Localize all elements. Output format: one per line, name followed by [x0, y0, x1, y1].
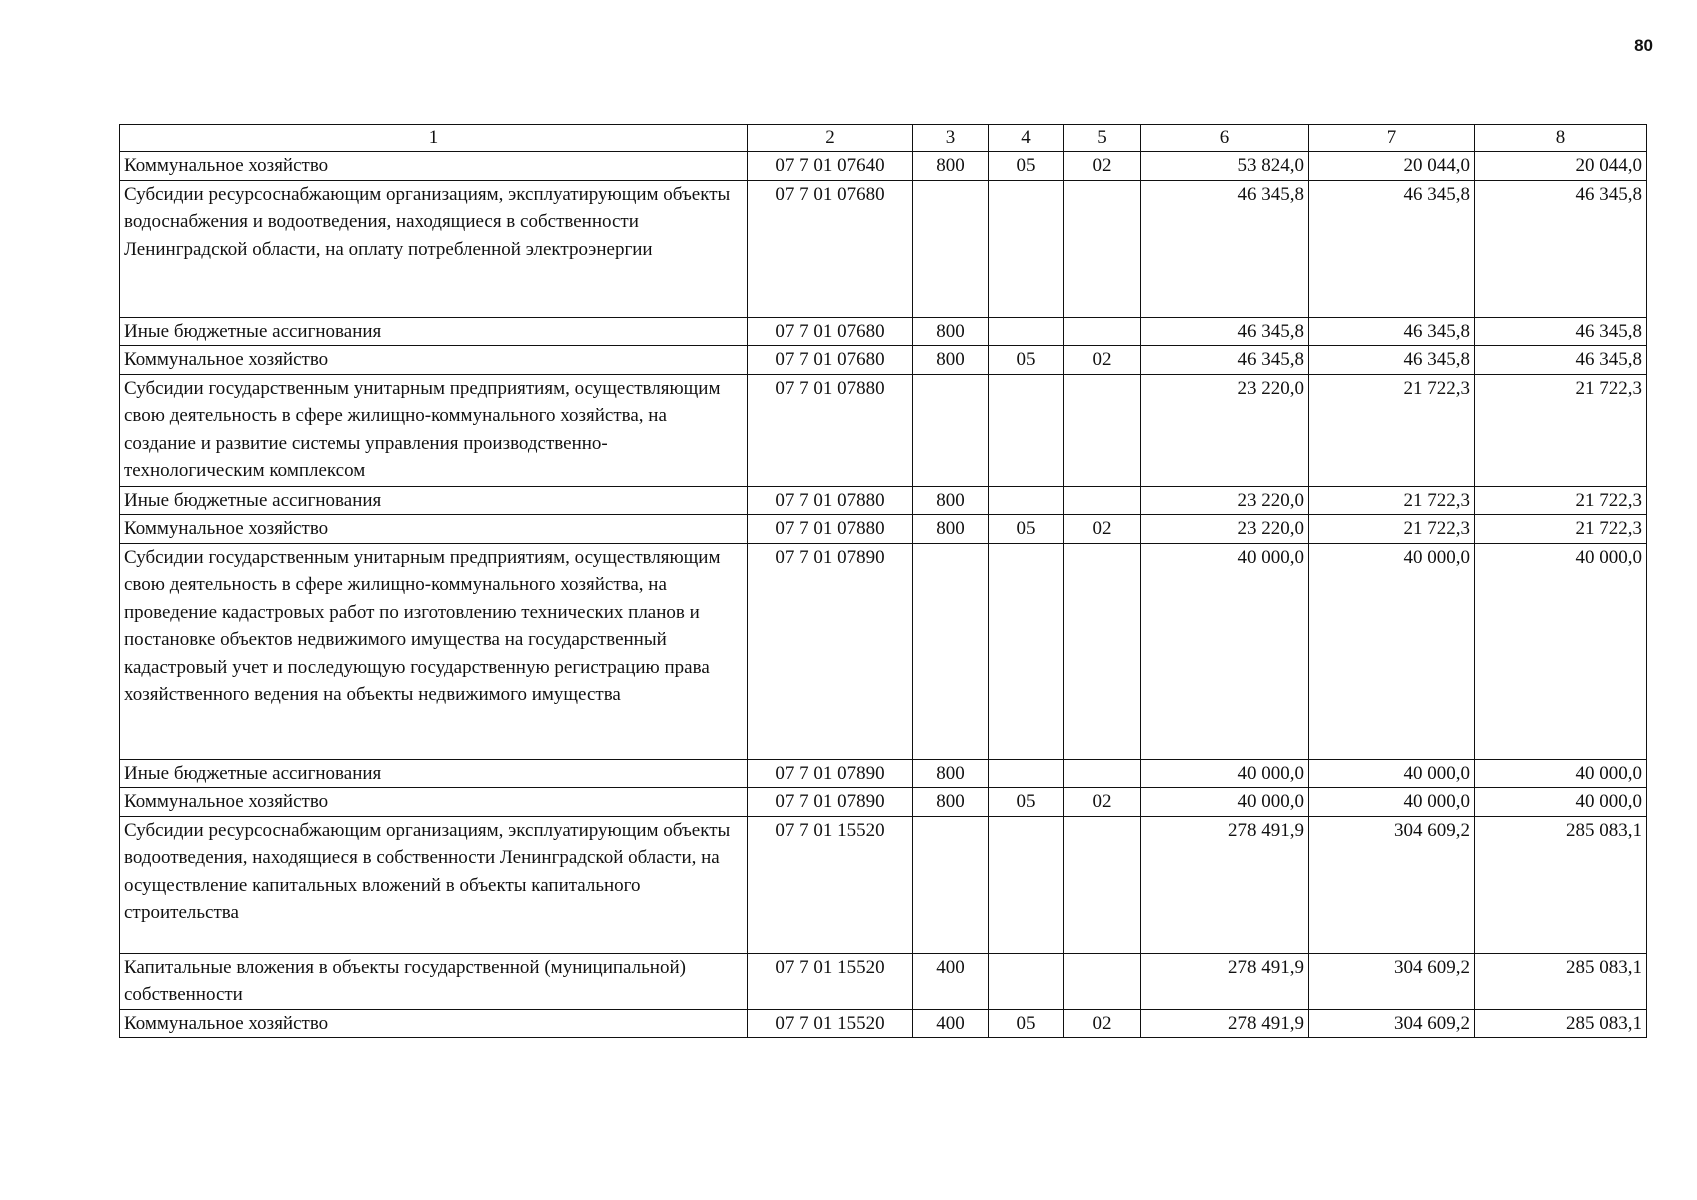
row-col5 [1064, 317, 1141, 346]
row-col3 [913, 180, 989, 317]
column-header-2: 2 [748, 125, 913, 152]
column-header-7: 7 [1309, 125, 1475, 152]
row-code: 07 7 01 07680 [748, 180, 913, 317]
row-col4 [989, 317, 1064, 346]
row-name: Субсидии ресурсоснабжающим организациям, эксплуатирующим объекты водоснабжения и водоотведения, находящиеся в собственности Ленинградской области, на оплату потребленной электроэнергии [120, 180, 748, 317]
row-code: 07 7 01 15520 [748, 1009, 913, 1038]
row-col3: 800 [913, 317, 989, 346]
row-col5 [1064, 816, 1141, 953]
row-name: Коммунальное хозяйство [120, 346, 748, 375]
row-value-7: 304 609,2 [1309, 953, 1475, 1009]
column-header-8: 8 [1475, 125, 1647, 152]
row-value-6: 53 824,0 [1141, 152, 1309, 181]
row-value-6: 40 000,0 [1141, 759, 1309, 788]
row-col5 [1064, 374, 1141, 486]
row-value-7: 40 000,0 [1309, 759, 1475, 788]
row-value-8: 21 722,3 [1475, 515, 1647, 544]
row-col3 [913, 816, 989, 953]
row-col4: 05 [989, 515, 1064, 544]
row-value-6: 46 345,8 [1141, 346, 1309, 375]
page-number: 80 [1634, 36, 1653, 55]
row-value-8: 40 000,0 [1475, 543, 1647, 759]
row-name: Коммунальное хозяйство [120, 1009, 748, 1038]
row-col3: 400 [913, 953, 989, 1009]
row-col5: 02 [1064, 788, 1141, 817]
row-name: Иные бюджетные ассигнования [120, 486, 748, 515]
row-code: 07 7 01 07880 [748, 515, 913, 544]
row-value-8: 40 000,0 [1475, 788, 1647, 817]
row-col3 [913, 374, 989, 486]
row-value-8: 285 083,1 [1475, 953, 1647, 1009]
row-value-7: 21 722,3 [1309, 486, 1475, 515]
row-value-8: 20 044,0 [1475, 152, 1647, 181]
table-row [120, 543, 1647, 759]
row-col3 [913, 543, 989, 759]
row-code: 07 7 01 07890 [748, 543, 913, 759]
row-col4 [989, 543, 1064, 759]
row-col4 [989, 759, 1064, 788]
row-name: Субсидии государственным унитарным предприятиям, осуществляющим свою деятельность в сфере жилищно-коммунального хозяйства, на проведение кадастровых работ по изготовлению технических планов и постановке объектов недвижимого имущества на государственный кадастровый учет и последующую государственную регистрацию права хозяйственного ведения на объекты недвижимого имущества [120, 543, 748, 759]
row-col3: 800 [913, 486, 989, 515]
row-col4: 05 [989, 346, 1064, 375]
row-value-6: 40 000,0 [1141, 543, 1309, 759]
table-row [120, 788, 1647, 817]
row-code: 07 7 01 07680 [748, 346, 913, 375]
row-name: Субсидии государственным унитарным предприятиям, осуществляющим свою деятельность в сфере жилищно-коммунального хозяйства, на создание и развитие системы управления производственно-технологическим комплексом [120, 374, 748, 486]
row-col3: 800 [913, 759, 989, 788]
row-value-7: 21 722,3 [1309, 515, 1475, 544]
table-row [120, 152, 1647, 181]
table-row [120, 346, 1647, 375]
row-value-7: 21 722,3 [1309, 374, 1475, 486]
row-name: Коммунальное хозяйство [120, 788, 748, 817]
row-value-7: 20 044,0 [1309, 152, 1475, 181]
row-code: 07 7 01 07890 [748, 759, 913, 788]
table-row [120, 816, 1647, 953]
row-value-8: 46 345,8 [1475, 180, 1647, 317]
row-code: 07 7 01 07880 [748, 374, 913, 486]
column-header-6: 6 [1141, 125, 1309, 152]
row-name: Субсидии ресурсоснабжающим организациям, эксплуатирующим объекты водоотведения, находящиеся в собственности Ленинградской области, на осуществление капитальных вложений в объекты капитального строительства [120, 816, 748, 953]
row-value-8: 21 722,3 [1475, 486, 1647, 515]
row-code: 07 7 01 07680 [748, 317, 913, 346]
table-row [120, 953, 1647, 1009]
row-value-6: 278 491,9 [1141, 953, 1309, 1009]
column-header-3: 3 [913, 125, 989, 152]
row-name: Коммунальное хозяйство [120, 515, 748, 544]
row-col4 [989, 486, 1064, 515]
table-row [120, 515, 1647, 544]
row-value-7: 46 345,8 [1309, 180, 1475, 317]
row-code: 07 7 01 15520 [748, 816, 913, 953]
row-value-7: 46 345,8 [1309, 317, 1475, 346]
row-col4 [989, 816, 1064, 953]
row-col4 [989, 180, 1064, 317]
row-col4: 05 [989, 788, 1064, 817]
row-col5: 02 [1064, 1009, 1141, 1038]
column-header-4: 4 [989, 125, 1064, 152]
row-col5: 02 [1064, 152, 1141, 181]
table-row [120, 486, 1647, 515]
table-row [120, 180, 1647, 317]
row-col5 [1064, 759, 1141, 788]
row-value-6: 40 000,0 [1141, 788, 1309, 817]
row-value-6: 23 220,0 [1141, 486, 1309, 515]
row-value-8: 21 722,3 [1475, 374, 1647, 486]
row-name: Иные бюджетные ассигнования [120, 317, 748, 346]
row-col3: 800 [913, 515, 989, 544]
row-name: Коммунальное хозяйство [120, 152, 748, 181]
table-row [120, 1009, 1647, 1038]
row-value-6: 46 345,8 [1141, 180, 1309, 317]
row-value-6: 46 345,8 [1141, 317, 1309, 346]
row-value-7: 40 000,0 [1309, 543, 1475, 759]
table-row [120, 317, 1647, 346]
row-col5 [1064, 953, 1141, 1009]
row-value-6: 278 491,9 [1141, 816, 1309, 953]
row-code: 07 7 01 07890 [748, 788, 913, 817]
row-value-7: 304 609,2 [1309, 816, 1475, 953]
table-row [120, 759, 1647, 788]
row-code: 07 7 01 07880 [748, 486, 913, 515]
row-value-7: 304 609,2 [1309, 1009, 1475, 1038]
row-col5 [1064, 180, 1141, 317]
column-header-5: 5 [1064, 125, 1141, 152]
row-value-7: 40 000,0 [1309, 788, 1475, 817]
row-col3: 800 [913, 346, 989, 375]
row-col5 [1064, 486, 1141, 515]
row-value-8: 285 083,1 [1475, 816, 1647, 953]
row-col5 [1064, 543, 1141, 759]
row-col4: 05 [989, 152, 1064, 181]
row-col3: 800 [913, 152, 989, 181]
row-value-8: 46 345,8 [1475, 317, 1647, 346]
row-value-8: 46 345,8 [1475, 346, 1647, 375]
row-value-6: 278 491,9 [1141, 1009, 1309, 1038]
row-value-8: 285 083,1 [1475, 1009, 1647, 1038]
table-row [120, 374, 1647, 486]
row-name: Иные бюджетные ассигнования [120, 759, 748, 788]
row-value-6: 23 220,0 [1141, 515, 1309, 544]
budget-table [119, 124, 1647, 1038]
row-col3: 400 [913, 1009, 989, 1038]
header-row [120, 125, 1647, 152]
row-col4 [989, 374, 1064, 486]
column-header-1: 1 [120, 125, 748, 152]
row-value-8: 40 000,0 [1475, 759, 1647, 788]
row-name: Капитальные вложения в объекты государственной (муниципальной) собственности [120, 953, 748, 1009]
row-col4 [989, 953, 1064, 1009]
row-value-6: 23 220,0 [1141, 374, 1309, 486]
row-code: 07 7 01 15520 [748, 953, 913, 1009]
row-col3: 800 [913, 788, 989, 817]
row-col5: 02 [1064, 515, 1141, 544]
row-col4: 05 [989, 1009, 1064, 1038]
row-col5: 02 [1064, 346, 1141, 375]
row-value-7: 46 345,8 [1309, 346, 1475, 375]
row-code: 07 7 01 07640 [748, 152, 913, 181]
